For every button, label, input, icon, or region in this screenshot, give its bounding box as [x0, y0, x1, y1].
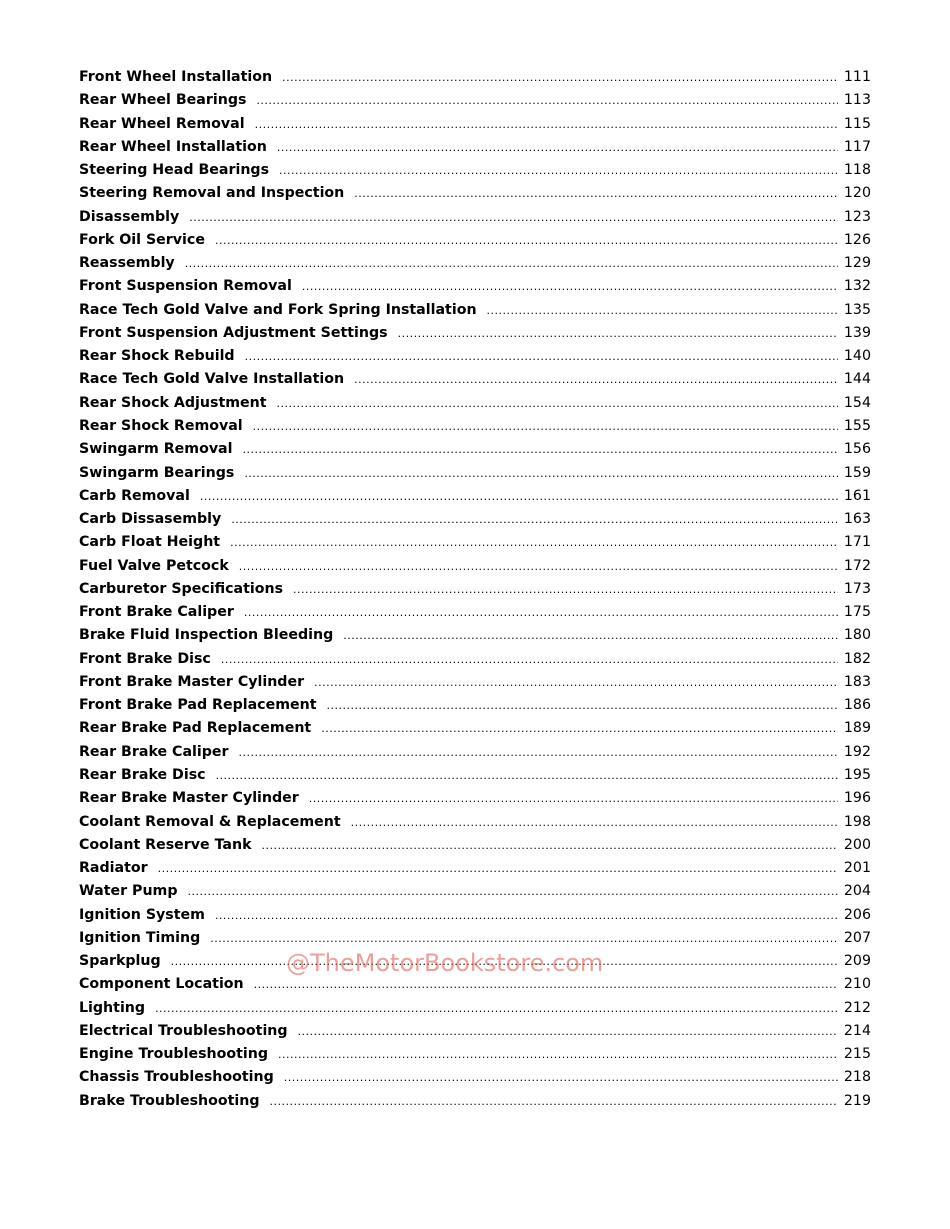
table-of-contents: [79, 66, 871, 1113]
toc-entry: [79, 857, 871, 880]
toc-entry: [79, 950, 871, 973]
toc-entry-page-number: 171: [843, 534, 871, 551]
dot-leader: [216, 764, 838, 787]
toc-entry-title: Rear Shock Rebuild: [79, 348, 235, 365]
toc-entry-page-number: 219: [843, 1092, 871, 1109]
toc-entry-title: Race Tech Gold Valve and Fork Spring Installation: [79, 301, 477, 318]
toc-entry-page-number: 144: [843, 371, 871, 388]
toc-entry-page-number: 209: [843, 953, 871, 970]
toc-entry-title: Water Pump: [79, 883, 178, 900]
dot-leader: [171, 950, 838, 973]
dot-leader: [239, 555, 838, 578]
toc-entry-page-number: 117: [843, 138, 871, 155]
toc-entry: [79, 368, 871, 391]
dot-leader: [354, 368, 838, 391]
toc-entry-page-number: 214: [843, 1022, 871, 1039]
toc-entry-page-number: 173: [843, 580, 871, 597]
toc-entry-page-number: 180: [843, 627, 871, 644]
dot-leader: [279, 159, 838, 182]
toc-entry-title: Rear Wheel Bearings: [79, 92, 247, 109]
dot-leader: [277, 392, 838, 415]
toc-entry-title: Ignition Timing: [79, 929, 201, 946]
toc-entry: [79, 392, 871, 415]
toc-entry-page-number: 210: [843, 976, 871, 993]
dot-leader: [215, 229, 838, 252]
toc-entry-title: Front Suspension Removal: [79, 278, 292, 295]
toc-entry-title: Ignition System: [79, 906, 205, 923]
toc-entry-title: Sparkplug: [79, 953, 161, 970]
toc-entry-title: Front Brake Master Cylinder: [79, 673, 305, 690]
toc-entry-page-number: 123: [843, 208, 871, 225]
dot-leader: [255, 113, 838, 136]
dot-leader: [256, 89, 837, 112]
toc-entry-page-number: 129: [843, 255, 871, 272]
toc-entry: [79, 206, 871, 229]
toc-entry-page-number: 198: [843, 813, 871, 830]
toc-entry: [79, 997, 871, 1020]
dot-leader: [210, 927, 838, 950]
toc-entry-title: Front Brake Disc: [79, 650, 211, 667]
toc-entry-title: Carburetor Specifications: [79, 580, 284, 597]
dot-leader: [254, 973, 838, 996]
toc-entry-title: Brake Troubleshooting: [79, 1092, 260, 1109]
toc-entry-page-number: 126: [843, 231, 871, 248]
toc-entry: [79, 694, 871, 717]
toc-entry-title: Front Wheel Installation: [79, 69, 273, 85]
toc-entry-page-number: 201: [843, 860, 871, 877]
toc-entry: [79, 275, 871, 298]
toc-entry: [79, 345, 871, 368]
toc-entry: [79, 973, 871, 996]
toc-entry-page-number: 182: [843, 650, 871, 667]
toc-entry-page-number: 118: [843, 162, 871, 179]
toc-entry-title: Reassembly: [79, 255, 175, 272]
dot-leader: [351, 811, 838, 834]
toc-entry: [79, 764, 871, 787]
toc-entry-page-number: 189: [843, 720, 871, 737]
toc-entry-title: Steering Head Bearings: [79, 162, 270, 179]
toc-entry-page-number: 111: [843, 69, 871, 85]
toc-entry-title: Coolant Removal & Replacement: [79, 813, 341, 830]
dot-leader: [189, 206, 838, 229]
toc-entry-title: Front Suspension Adjustment Settings: [79, 324, 388, 341]
dot-leader: [309, 787, 838, 810]
toc-entry-page-number: 218: [843, 1069, 871, 1086]
toc-entry: [79, 508, 871, 531]
dot-leader: [302, 275, 838, 298]
dot-leader: [343, 624, 838, 647]
toc-entry-page-number: 200: [843, 836, 871, 853]
toc-entry-page-number: 140: [843, 348, 871, 365]
toc-entry-title: Rear Brake Master Cylinder: [79, 790, 299, 807]
toc-entry-page-number: 163: [843, 511, 871, 528]
dot-leader: [200, 485, 838, 508]
toc-entry-title: Steering Removal and Inspection: [79, 185, 345, 202]
dot-leader: [398, 322, 838, 345]
toc-entry-page-number: 175: [843, 604, 871, 621]
dot-leader: [230, 531, 838, 554]
toc-entry-title: Fuel Valve Petcock: [79, 557, 229, 574]
toc-entry-title: Front Brake Pad Replacement: [79, 697, 317, 714]
toc-entry: [79, 1020, 871, 1043]
toc-entry: [79, 159, 871, 182]
dot-leader: [282, 66, 838, 89]
toc-entry: [79, 717, 871, 740]
toc-entry: [79, 438, 871, 461]
dot-leader: [262, 834, 838, 857]
toc-entry-title: Carb Dissasembly: [79, 511, 222, 528]
toc-entry-page-number: 113: [843, 92, 871, 109]
toc-entry-page-number: 161: [843, 487, 871, 504]
toc-entry: [79, 113, 871, 136]
toc-entry: [79, 299, 871, 322]
toc-entry: [79, 624, 871, 647]
toc-entry-title: Rear Brake Caliper: [79, 743, 229, 760]
toc-entry-page-number: 156: [843, 441, 871, 458]
toc-entry: [79, 834, 871, 857]
dot-leader: [243, 438, 838, 461]
toc-entry: [79, 880, 871, 903]
toc-entry-page-number: 212: [843, 999, 871, 1016]
dot-leader: [298, 1020, 838, 1043]
dot-leader: [293, 578, 838, 601]
dot-leader: [239, 741, 838, 764]
toc-entry: [79, 252, 871, 275]
toc-entry: [79, 229, 871, 252]
toc-entry: [79, 66, 871, 89]
toc-entry: [79, 485, 871, 508]
toc-entry-title: Rear Wheel Installation: [79, 138, 267, 155]
toc-entry-page-number: 195: [843, 766, 871, 783]
toc-entry-title: Front Brake Caliper: [79, 604, 234, 621]
toc-entry: [79, 904, 871, 927]
toc-entry-page-number: 135: [843, 301, 871, 318]
dot-leader: [155, 997, 838, 1020]
toc-entry-title: Coolant Reserve Tank: [79, 836, 252, 853]
toc-entry: [79, 182, 871, 205]
toc-entry: [79, 927, 871, 950]
toc-entry: [79, 89, 871, 112]
toc-entry: [79, 1043, 871, 1066]
toc-entry-title: Rear Shock Removal: [79, 417, 243, 434]
toc-entry: [79, 811, 871, 834]
toc-entry-title: Rear Shock Adjustment: [79, 394, 267, 411]
dot-leader: [277, 136, 838, 159]
dot-leader: [327, 694, 838, 717]
toc-entry-title: Lighting: [79, 999, 146, 1016]
toc-entry-title: Race Tech Gold Valve Installation: [79, 371, 345, 388]
dot-leader: [314, 671, 838, 694]
toc-entry: [79, 648, 871, 671]
toc-entry-page-number: 196: [843, 790, 871, 807]
toc-entry-page-number: 139: [843, 324, 871, 341]
toc-entry-title: Engine Troubleshooting: [79, 1046, 269, 1063]
toc-entry-title: Radiator: [79, 860, 148, 877]
dot-leader: [215, 904, 838, 927]
toc-entry-page-number: 192: [843, 743, 871, 760]
toc-entry: [79, 462, 871, 485]
toc-entry-page-number: 183: [843, 673, 871, 690]
toc-entry-page-number: 186: [843, 697, 871, 714]
dot-leader: [244, 462, 838, 485]
toc-entry-page-number: 155: [843, 417, 871, 434]
toc-entry-title: Rear Brake Pad Replacement: [79, 720, 312, 737]
dot-leader: [244, 601, 838, 624]
toc-entry: [79, 322, 871, 345]
toc-entry-page-number: 132: [843, 278, 871, 295]
toc-entry-title: Rear Brake Disc: [79, 766, 206, 783]
dot-leader: [270, 1090, 838, 1113]
toc-entry-title: Fork Oil Service: [79, 231, 205, 248]
toc-entry-title: Swingarm Bearings: [79, 464, 235, 481]
toc-entry-page-number: 120: [843, 185, 871, 202]
dot-leader: [221, 648, 838, 671]
dot-leader: [487, 299, 838, 322]
toc-entry: [79, 787, 871, 810]
toc-entry: [79, 531, 871, 554]
toc-entry-page-number: 206: [843, 906, 871, 923]
toc-entry: [79, 601, 871, 624]
toc-entry: [79, 415, 871, 438]
toc-entry: [79, 671, 871, 694]
toc-entry: [79, 1090, 871, 1113]
toc-entry: [79, 136, 871, 159]
toc-entry-title: Carb Removal: [79, 487, 190, 504]
dot-leader: [253, 415, 838, 438]
dot-leader: [231, 508, 838, 531]
toc-entry: [79, 741, 871, 764]
toc-entry-page-number: 207: [843, 929, 871, 946]
dot-leader: [158, 857, 838, 880]
dot-leader: [354, 182, 838, 205]
toc-entry: [79, 578, 871, 601]
toc-entry-title: Swingarm Removal: [79, 441, 233, 458]
dot-leader: [185, 252, 838, 275]
toc-entry-title: Brake Fluid Inspection Bleeding: [79, 627, 334, 644]
toc-entry: [79, 555, 871, 578]
toc-entry-page-number: 215: [843, 1046, 871, 1063]
toc-entry-page-number: 204: [843, 883, 871, 900]
toc-entry: [79, 1066, 871, 1089]
toc-entry-title: Chassis Troubleshooting: [79, 1069, 274, 1086]
toc-entry-page-number: 159: [843, 464, 871, 481]
dot-leader: [284, 1066, 838, 1089]
toc-entry-title: Electrical Troubleshooting: [79, 1022, 288, 1039]
toc-entry-page-number: 172: [843, 557, 871, 574]
dot-leader: [188, 880, 838, 903]
toc-entry-title: Component Location: [79, 976, 244, 993]
dot-leader: [321, 717, 838, 740]
toc-entry-title: Disassembly: [79, 208, 180, 225]
toc-entry-page-number: 115: [843, 115, 871, 132]
dot-leader: [245, 345, 838, 368]
toc-entry-title: Rear Wheel Removal: [79, 115, 245, 132]
toc-entry-page-number: 154: [843, 394, 871, 411]
toc-entry-title: Carb Float Height: [79, 534, 221, 551]
watermark-text: @TheMotorBookstore.com: [286, 949, 604, 977]
dot-leader: [278, 1043, 838, 1066]
